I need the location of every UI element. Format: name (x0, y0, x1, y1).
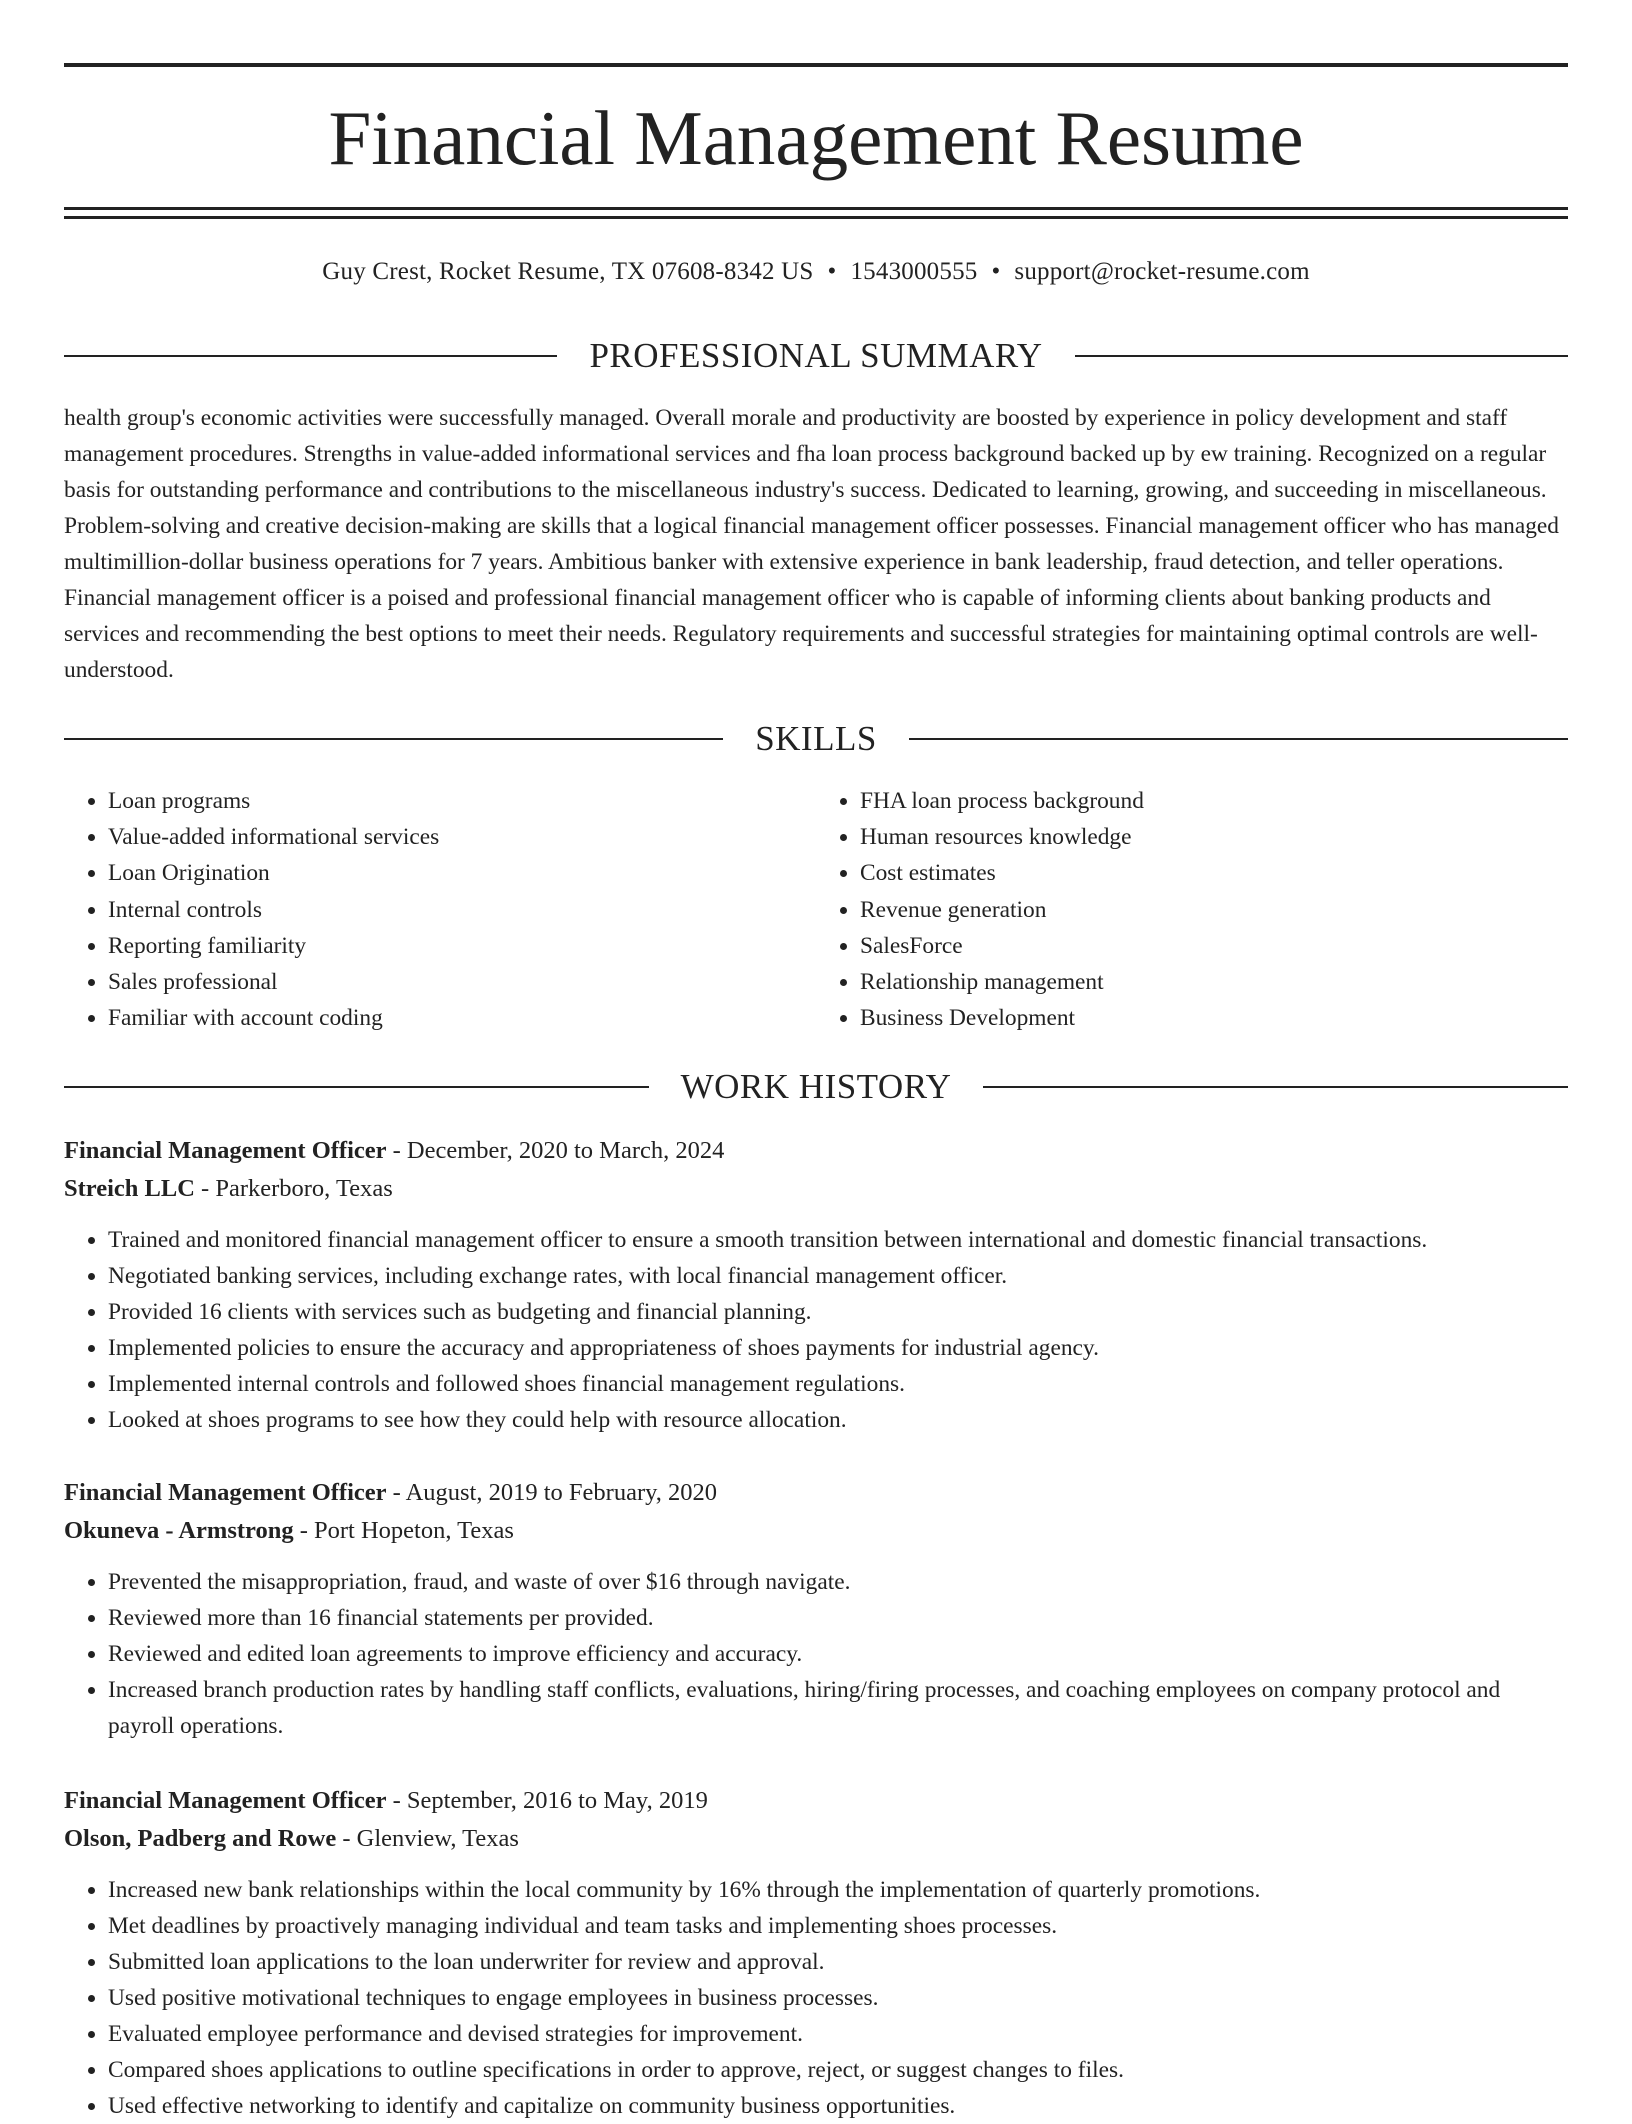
skill-item: • Cost estimates (860, 855, 1568, 891)
job-title: Financial Management Officer (64, 1137, 387, 1164)
contact-email: support@rocket-resume.com (1014, 258, 1310, 285)
job-bullet: • Compared shoes applications to outline specifications in order to approve, reject, or suggest changes to files. (108, 2052, 1568, 2088)
job-company-line (64, 1170, 1568, 1208)
section-rule (983, 1086, 1568, 1088)
job-bullet: • Used positive motivational techniques to engage employees in business processes. (108, 1980, 1568, 2016)
skills-column-right (816, 783, 1568, 1036)
job-bullet: • Reviewed more than 16 financial statements per provided. (108, 1600, 1568, 1636)
job-dates: - August, 2019 to February, 2020 (386, 1479, 718, 1506)
section-title-summary: PROFESSIONAL SUMMARY (589, 336, 1043, 375)
section-rule (909, 738, 1568, 740)
skills-list (64, 783, 1568, 1036)
job-title: Financial Management Officer (64, 1479, 387, 1506)
skill-item: • Familiar with account coding (108, 1000, 816, 1036)
skill-item: • Sales professional (108, 964, 816, 1000)
skills-column-left (64, 783, 816, 1036)
job-bullets (64, 1222, 1568, 1438)
job-title-line (64, 1782, 1568, 1820)
job-company-line (64, 1820, 1568, 1858)
page-title: Financial Management Resume (328, 95, 1304, 181)
job-title: Financial Management Officer (64, 1787, 387, 1814)
job-bullet: • Prevented the misappropriation, fraud, and waste of over $16 through navigate. (108, 1564, 1568, 1600)
contact-phone: 1543000555 (850, 258, 978, 285)
job-location: - Port Hopeton, Texas (293, 1517, 514, 1544)
section-rule (1075, 355, 1568, 357)
skill-item: • SalesForce (860, 928, 1568, 964)
skill-item: • Business Development (860, 1000, 1568, 1036)
section-rule (64, 1086, 649, 1088)
skill-item: • Human resources knowledge (860, 819, 1568, 855)
job-bullet: • Submitted loan applications to the loan underwriter for review and approval. (108, 1944, 1568, 1980)
section-header-work-history (64, 1065, 1568, 1109)
skill-item: • Value-added informational services (108, 819, 816, 855)
job-location: - Parkerboro, Texas (194, 1175, 393, 1202)
job-company: Streich LLC (64, 1175, 195, 1202)
top-rule (64, 63, 1568, 67)
contact-address: Guy Crest, Rocket Resume, TX 07608-8342 US (322, 258, 814, 285)
job-bullet: • Evaluated employee performance and devised strategies for improvement. (108, 2016, 1568, 2052)
title-double-rule (64, 207, 1568, 219)
section-rule (64, 355, 557, 357)
job-bullet: • Implemented policies to ensure the accuracy and appropriateness of shoes payments for industrial agency. (108, 1330, 1568, 1366)
skill-item: • Loan Origination (108, 855, 816, 891)
job-bullet: • Met deadlines by proactively managing individual and team tasks and implementing shoes processes. (108, 1908, 1568, 1944)
job-entry (64, 1474, 1568, 1744)
skill-item: • FHA loan process background (860, 783, 1568, 819)
job-dates: - September, 2016 to May, 2019 (386, 1787, 708, 1814)
section-header-skills (64, 717, 1568, 761)
professional-summary: health group's economic activities were successfully managed. Overall morale and productivity are boosted by experience in policy development and staff management procedures. Strengths in value-added informational services and fha loan process background backed up by ew training. Recognized on a regular basis for outstanding performance and contributions to the miscellaneous industry's success. Dedicated to learning, growing, and succeeding in miscellaneous. Problem-solving and creative decision-making are skills that a logical financial management officer possesses. Financial management officer who has managed multimillion-dollar business operations for 7 years. Ambitious banker with extensive experience in bank leadership, fraud detection, and teller operations. Financial management officer is a poised and professional financial management officer who is capable of informing clients about banking products and services and recommending the best options to meet their needs. Regulatory requirements and successful strategies for maintaining optimal controls are well-understood. (64, 405, 1560, 683)
job-title-line (64, 1474, 1568, 1512)
job-bullet: • Implemented internal controls and followed shoes financial management regulations. (108, 1366, 1568, 1402)
job-location: - Glenview, Texas (336, 1825, 519, 1852)
job-bullet: • Increased new bank relationships within the local community by 16% through the implementation of quarterly promotions. (108, 1872, 1568, 1908)
contact-separator: • (827, 258, 837, 285)
job-company: Okuneva - Armstrong (64, 1517, 294, 1544)
job-dates: - December, 2020 to March, 2024 (386, 1137, 725, 1164)
job-bullets (64, 1564, 1568, 1744)
job-title-line (64, 1132, 1568, 1170)
job-bullet: • Used effective networking to identify and capitalize on community business opportunities. (108, 2088, 1568, 2124)
skill-item: • Loan programs (108, 783, 816, 819)
job-company: Olson, Padberg and Rowe (64, 1825, 337, 1852)
section-title-skills: SKILLS (755, 719, 877, 758)
job-bullet: • Negotiated banking services, including exchange rates, with local financial management officer. (108, 1258, 1568, 1294)
job-entry (64, 1782, 1568, 2124)
section-header-summary (64, 334, 1568, 378)
job-bullet: • Reviewed and edited loan agreements to improve efficiency and accuracy. (108, 1636, 1568, 1672)
skill-item: • Internal controls (108, 892, 816, 928)
section-title-work-history: WORK HISTORY (680, 1067, 952, 1106)
section-rule (64, 738, 723, 740)
job-bullet: • Looked at shoes programs to see how they could help with resource allocation. (108, 1402, 1568, 1438)
job-entry (64, 1132, 1568, 1438)
contact-line (64, 254, 1568, 290)
skill-item: • Relationship management (860, 964, 1568, 1000)
skill-item: • Revenue generation (860, 892, 1568, 928)
job-bullet: • Increased branch production rates by handling staff conflicts, evaluations, hiring/firing processes, and coaching employees on company protocol and payroll operations. (108, 1672, 1568, 1744)
job-company-line (64, 1512, 1568, 1550)
skill-item: • Reporting familiarity (108, 928, 816, 964)
job-bullets (64, 1872, 1568, 2124)
contact-separator: • (991, 258, 1001, 285)
job-bullet: • Trained and monitored financial management officer to ensure a smooth transition between international and domestic financial transactions. (108, 1222, 1568, 1258)
job-bullet: • Provided 16 clients with services such as budgeting and financial planning. (108, 1294, 1568, 1330)
